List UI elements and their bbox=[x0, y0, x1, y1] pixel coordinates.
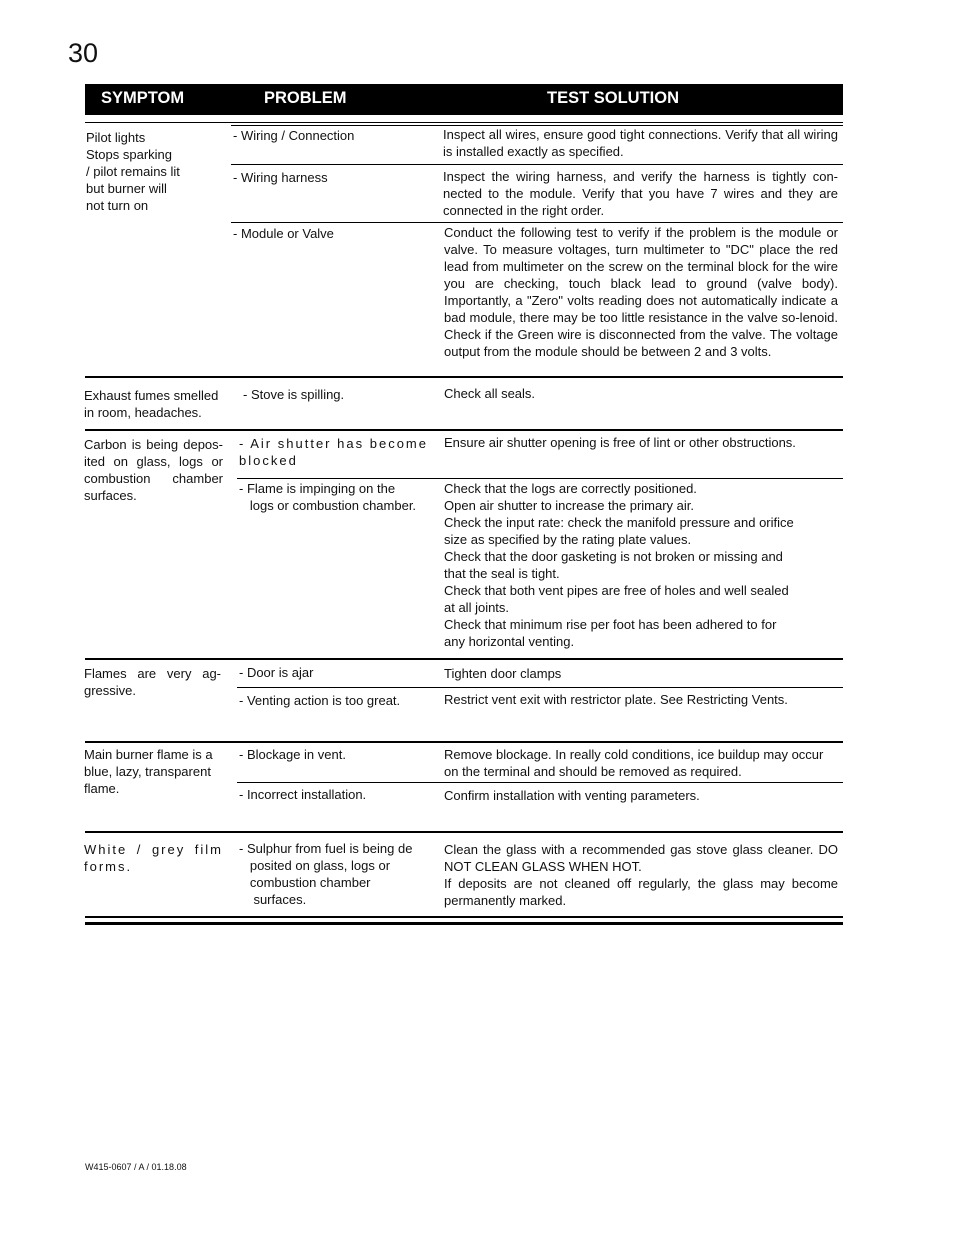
symptom-cell: Main burner flame is a blue, lazy, transparent flame. bbox=[84, 747, 213, 796]
document-code: W415-0607 / A / 01.18.08 bbox=[85, 1162, 187, 1172]
problem-cell: - Module or Valve bbox=[233, 226, 334, 241]
problem-cell: - Venting action is too great. bbox=[239, 693, 401, 708]
row-divider bbox=[85, 376, 843, 378]
header-problem: PROBLEM bbox=[264, 89, 347, 107]
problem-cell: - Stove is spilling. bbox=[243, 387, 345, 402]
solution-cell: Conduct the following test to verify if the problem is the module or valve. To measure voltages, turn multimeter to "DC" place the red lead from multimeter on the screw on the terminal block for the wire you are checking, touch black lead to ground (valve body). Importantly, a "Zero" volts reading does not automatically indicate a bad module, there may be too little resistance in the valve so-lenoid. Check if the Green wire is disconnected from the valve. The voltage output from the module should be between 2 and 3 volts. bbox=[444, 225, 838, 359]
problem-cell: - Flame is impinging on the logs or combustion chamber. bbox=[239, 481, 417, 513]
problem-cell: - Sulphur from fuel is being de posited on glass, logs or combustion chamber surfaces. bbox=[239, 841, 413, 907]
row-divider bbox=[85, 429, 843, 431]
problem-cell: - Blockage in vent. bbox=[239, 747, 346, 762]
symptom-cell: Flames are very ag-gressive. bbox=[84, 666, 221, 698]
row-divider bbox=[85, 831, 843, 833]
solution-cell: Remove blockage. In really cold conditions, ice buildup may occur on the terminal and should be removed as required. bbox=[444, 747, 824, 779]
symptom-cell: Carbon is being depos-ited on glass, logs or combustion chamber surfaces. bbox=[84, 437, 223, 503]
solution-cell: Confirm installation with venting parameters. bbox=[444, 788, 700, 803]
symptom-cell: White / grey film forms. bbox=[84, 842, 223, 874]
row-divider bbox=[85, 741, 843, 743]
symptom-cell: Exhaust fumes smelled in room, headaches. bbox=[84, 388, 219, 420]
solution-cell: Inspect the wiring harness, and verify the harness is tightly con-nected to the module. Verify that you have 7 wires and they are connected in the right order. bbox=[443, 169, 838, 218]
table-bottom-rule bbox=[85, 916, 843, 918]
table-bottom-rule bbox=[85, 922, 843, 925]
solution-cell: Ensure air shutter opening is free of lint or other obstructions. bbox=[444, 435, 796, 450]
table-header bbox=[85, 84, 843, 115]
problem-cell: - Wiring harness bbox=[233, 170, 328, 185]
solution-cell: Inspect all wires, ensure good tight connections. Verify that all wiring is installed exactly as specified. bbox=[443, 127, 838, 159]
row-divider bbox=[237, 782, 843, 783]
solution-cell: Tighten door clamps bbox=[444, 666, 562, 681]
problem-cell: - Incorrect installation. bbox=[239, 787, 367, 802]
row-divider bbox=[85, 658, 843, 660]
solution-cell: Restrict vent exit with restrictor plate. See Restricting Vents. bbox=[444, 692, 788, 707]
row-divider bbox=[237, 478, 843, 479]
page-number: 30 bbox=[68, 38, 99, 68]
row-divider bbox=[237, 687, 843, 688]
row-divider bbox=[85, 122, 843, 123]
symptom-cell: Pilot lights Stops sparking / pilot remains lit but burner will not turn on bbox=[86, 130, 180, 213]
row-divider bbox=[231, 164, 843, 165]
problem-cell: - Air shutter has become blocked bbox=[239, 436, 428, 468]
header-symptom: SYMPTOM bbox=[101, 89, 185, 107]
solution-cell: Check that the logs are correctly positioned. Open air shutter to increase the primary air. Check the input rate: check the manifold pressure and orifice size as specified by the rating plate values. Check that the door gasketing is not broken or missing and that the seal is tight. Check that both vent pipes are free of holes and well sealed at all joints. Check that minimum rise per foot has been adhered to for any horizontal venting. bbox=[444, 481, 794, 649]
problem-cell: - Wiring / Connection bbox=[233, 128, 355, 143]
row-divider bbox=[231, 222, 843, 223]
problem-cell: - Door is ajar bbox=[239, 665, 314, 680]
solution-cell: Clean the glass with a recommended gas stove glass cleaner. DO NOT CLEAN GLASS WHEN HOT. If deposits are not cleaned off regularly, the glass may become permanently marked. bbox=[444, 842, 838, 908]
solution-cell: Check all seals. bbox=[444, 386, 536, 401]
header-solution: TEST SOLUTION bbox=[547, 89, 679, 107]
